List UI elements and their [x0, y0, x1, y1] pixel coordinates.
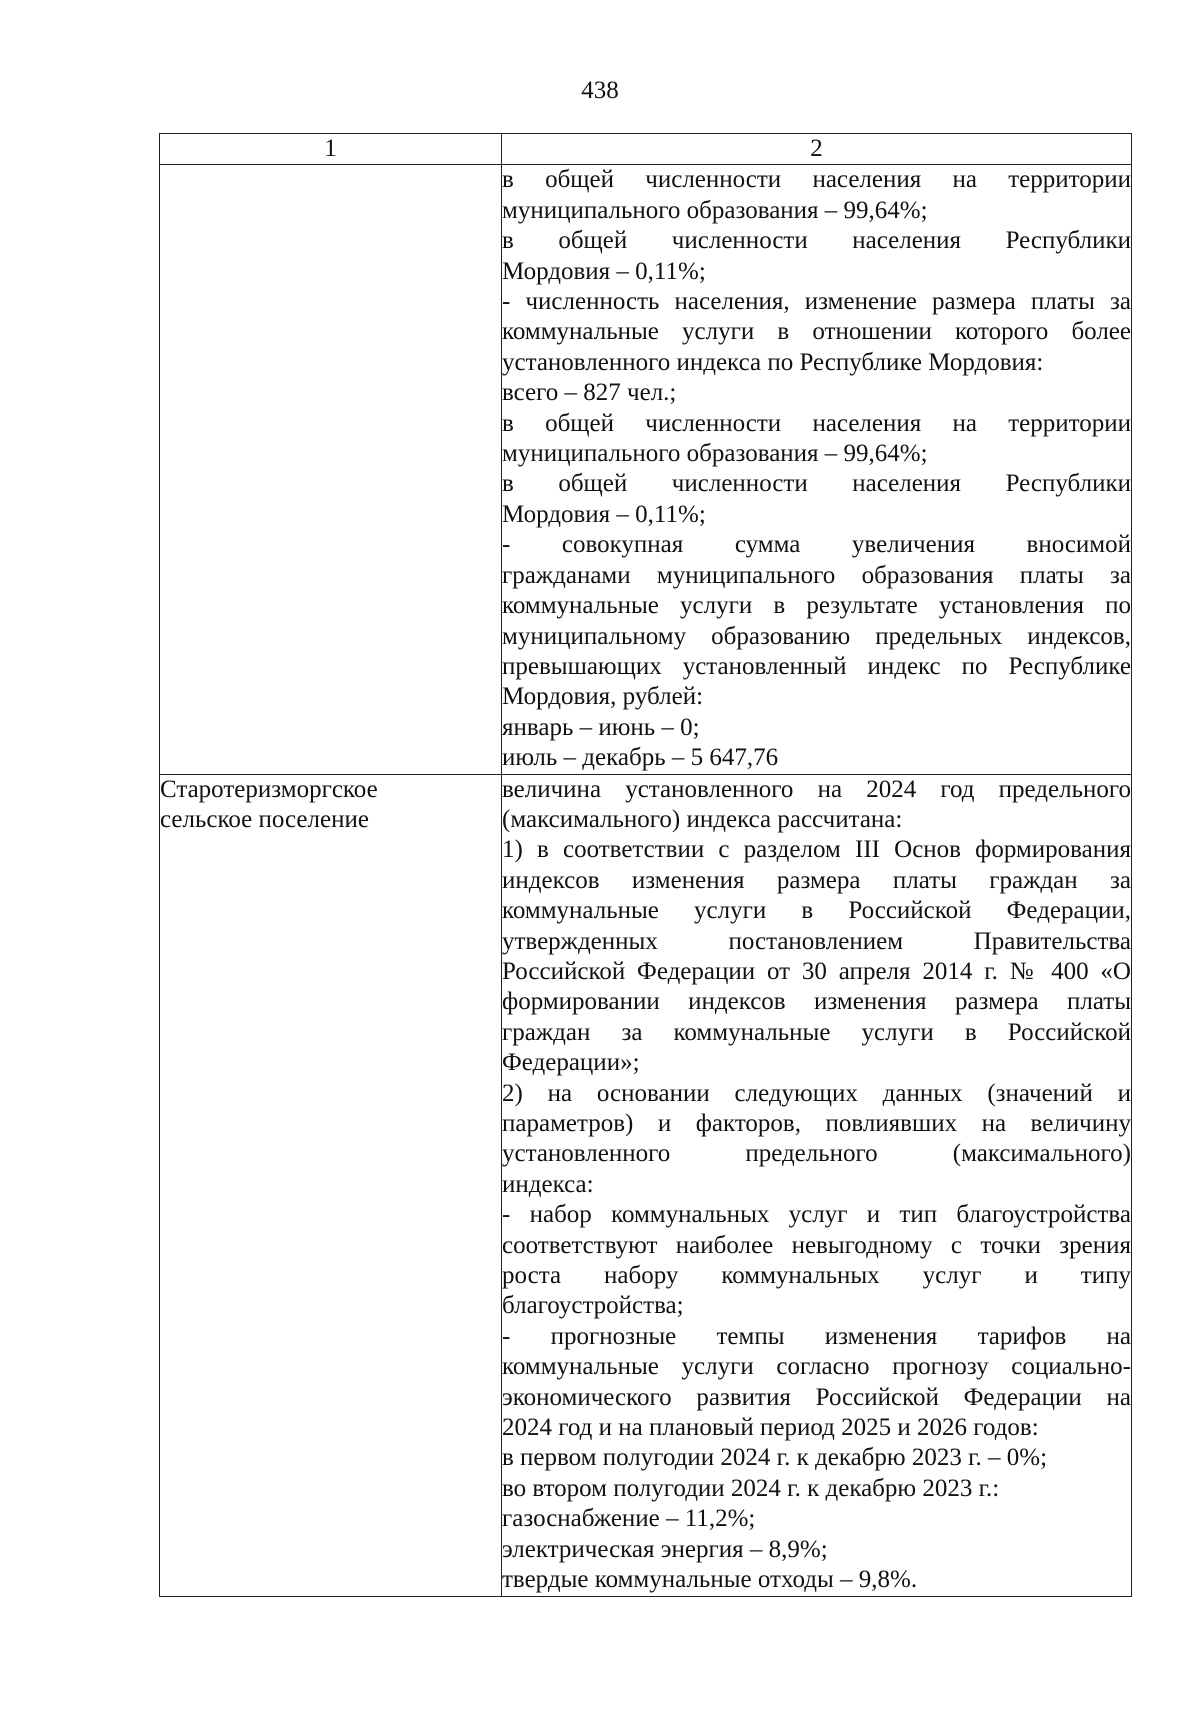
description-line: муниципального образования – 99,64%; [502, 196, 928, 224]
description-line: коммунальные услуги в результате установления по [502, 592, 1131, 620]
municipality-cell [160, 774, 502, 1596]
column-header-1: 1 [160, 134, 502, 165]
description-line: индексов изменения размера платы граждан за [502, 866, 1131, 894]
description-line: утвержденных постановлением Правительства [502, 927, 1131, 955]
description-line: 1) в соответствии с разделом III Основ формирования [502, 836, 1131, 864]
description-line: в первом полугодии 2024 г. к декабрю 2023 г. – 0%; [502, 1444, 1048, 1472]
page-number: 438 [581, 77, 619, 104]
description-line: 2024 год и на плановый период 2025 и 2026 годов: [502, 1414, 1039, 1442]
description-line: в общей численности населения Республики [502, 470, 1131, 498]
description-line: - совокупная сумма увеличения вносимой [502, 531, 1131, 559]
column-header-2: 2 [502, 134, 1132, 165]
description-line: (максимального) индекса рассчитана: [502, 805, 903, 833]
description-line: коммунальные услуги согласно прогнозу социально- [502, 1353, 1131, 1381]
description-line: твердые коммунальные отходы – 9,8%. [502, 1566, 918, 1594]
municipality-name-line: Старотеризморгское [160, 775, 378, 803]
description-line: гражданами муниципального образования платы за [502, 561, 1131, 589]
description-line: коммунальные услуги в Российской Федерации, [502, 897, 1131, 925]
description-line: муниципального образования – 99,64%; [502, 440, 928, 468]
description-line: благоустройства; [502, 1292, 684, 1320]
description-line: - прогнозные темпы изменения тарифов на [502, 1322, 1131, 1350]
description-line: Российской Федерации от 30 апреля 2014 г. № 400 «О [502, 957, 1131, 985]
description-line: 2) на основании следующих данных (значений и [502, 1079, 1131, 1107]
description-line: коммунальные услуги в отношении которого более [502, 318, 1131, 346]
description-line: формировании индексов изменения размера платы [502, 988, 1131, 1016]
data-table [159, 133, 1132, 1597]
table-row [160, 165, 1132, 774]
municipality-name-line: сельское поселение [160, 805, 369, 833]
description-line: роста набору коммунальных услуг и типу [502, 1262, 1131, 1290]
description-line: граждан за коммунальные услуги в Российской [502, 1018, 1131, 1046]
table-row [160, 774, 1132, 1596]
description-line: - набор коммунальных услуг и тип благоустройства [502, 1201, 1131, 1229]
description-line: электрическая энергия – 8,9%; [502, 1535, 828, 1563]
description-line: всего – 827 чел.; [502, 379, 677, 407]
description-cell [502, 165, 1132, 774]
description-line: экономического развития Российской Федерации на [502, 1383, 1131, 1411]
municipality-cell [160, 165, 502, 774]
description-line: Мордовия, рублей: [502, 683, 704, 711]
description-line: превышающих установленный индекс по Республике [502, 652, 1131, 680]
description-line: индекса: [502, 1170, 594, 1198]
description-line: в общей численности населения на территории [502, 166, 1131, 194]
description-line: январь – июнь – 0; [502, 713, 700, 741]
description-line: установленного предельного (максимального) [502, 1140, 1131, 1168]
description-line: июль – декабрь – 5 647,76 [502, 744, 779, 772]
description-line: во втором полугодии 2024 г. к декабрю 2023 г.: [502, 1474, 1000, 1502]
description-line: - численность населения, изменение размера платы за [502, 288, 1131, 316]
description-line: Мордовия – 0,11%; [502, 257, 706, 285]
description-line: Федерации»; [502, 1049, 640, 1077]
table-header-row [160, 134, 1132, 165]
description-line: в общей численности населения Республики [502, 227, 1131, 255]
description-line: величина установленного на 2024 год предельного [502, 775, 1131, 803]
description-line: установленного индекса по Республике Мордовия: [502, 348, 1044, 376]
description-line: в общей численности населения на территории [502, 409, 1131, 437]
description-line: соответствуют наиболее невыгодному с точки зрения [502, 1231, 1131, 1259]
description-line: газоснабжение – 11,2%; [502, 1505, 756, 1533]
description-cell [502, 774, 1132, 1596]
description-line: параметров) и факторов, повлиявших на величину [502, 1110, 1131, 1137]
description-line: муниципальному образованию предельных индексов, [502, 622, 1131, 650]
description-line: Мордовия – 0,11%; [502, 500, 706, 528]
